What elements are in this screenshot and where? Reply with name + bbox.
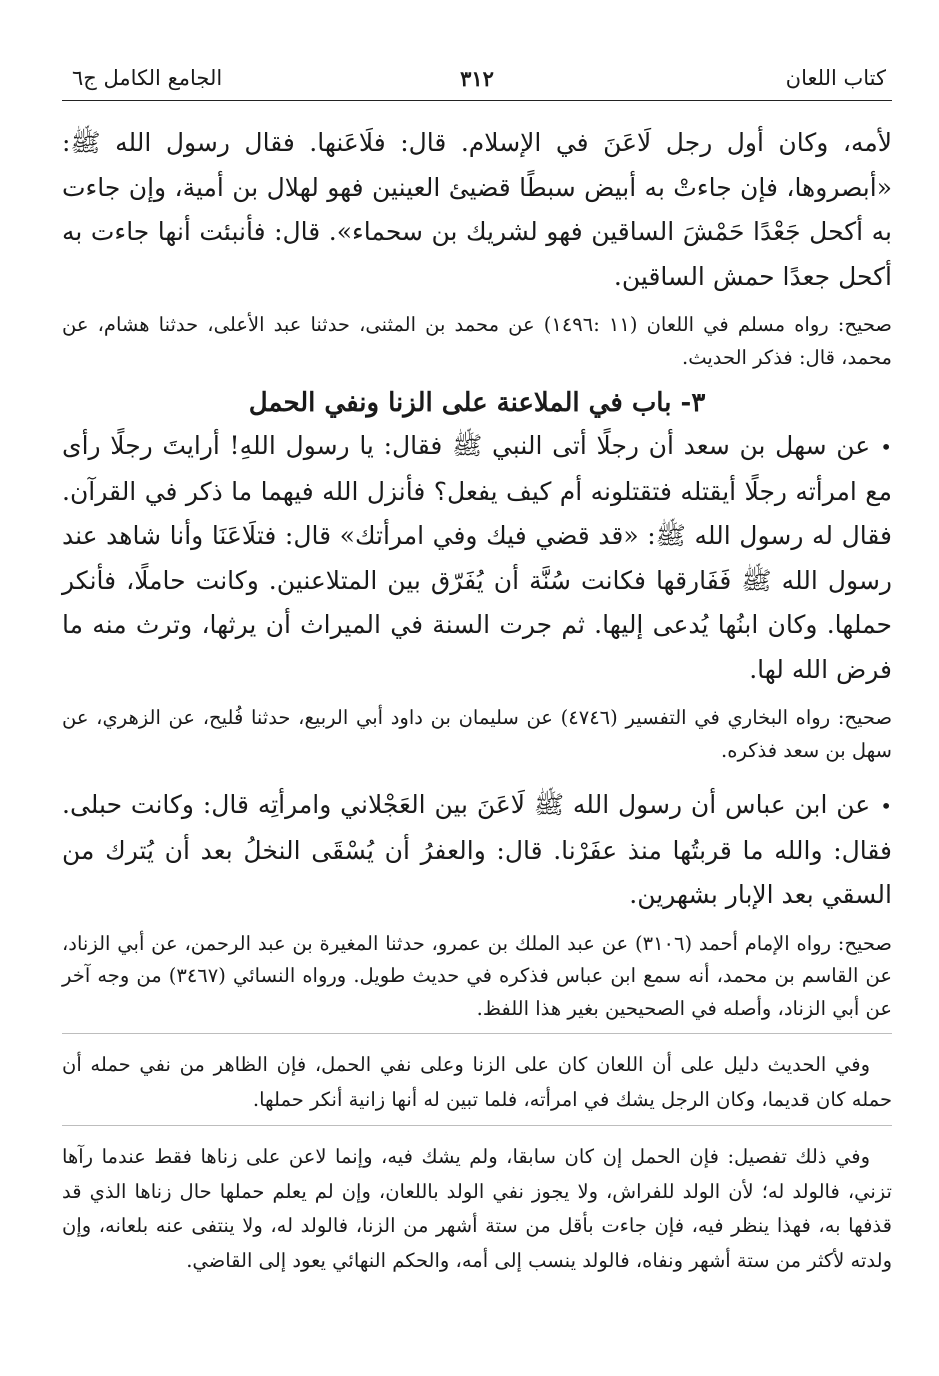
chapter-heading: ٣- باب في الملاعنة على الزنا ونفي الحمل [248,388,706,418]
hadith-continuation-paragraph: لأمه، وكان أول رجل لَاعَنَ في الإسلام. قال: فلَاعَنها. فقال رسول الله ﷺ: «أبصروها، فإن جاءتْ به أبيض سبطًا قضيئ العينين فهو لهلال بن أمية، وإن جاءت به أكحل جَعْدًا حَمْشَ الساقين فهو لشريك بن سحماء». قال: فأنبئت أنها جاءت به أكحل جعدًا حمش الساقين. [62,128,892,291]
book-title: كتاب اللعان [785,66,886,90]
commentary-paragraph: وفي الحديث دليل على أن اللعان كان على الزنا وعلى نفي الحمل، فإن الظاهر من نفي حمله أن حمله كان قديما، وكان الرجل يشك في امرأته، فلما تبين له أنها زانية أنكر حملها. [62,1053,892,1111]
hadith-text: عن سهل بن سعد أن رجلًا أتى النبي ﷺ فقال: يا رسول اللهِ! أرايتَ رجلًا رأى مع امرأته رجلًا أيقتله فتقتلونه أم كيف يفعل؟ فأنزل الله فيهما ما ذكر في القرآن. فقال له رسول الله ﷺ: «قد قضي فيك وفي امرأتك» قال: فتلَاعَنَا وأنا شاهد عند رسول الله ﷺ فَفَارقها فكانت سُنَّة أن يُفَرّق بين المتلاعنين. وكانت حاملًا، فأنكر حملها. وكان ابنُها يُدعى إليها. ثم جرت السنة في الميراث أن يرثها، وترث منه ما فرض الله لها. [62,431,892,684]
volume-title: الجامع الكامل ج٦ [72,66,223,90]
divider [62,1033,892,1034]
hadith-paragraph [62,424,892,692]
book-page [62,60,892,1278]
running-header [62,60,892,101]
divider [62,1125,892,1126]
hadith-source-note: صحيح: رواه مسلم في اللعان (١١ :١٤٩٦) عن محمد بن المثنى، حدثنا عبد الأعلى، حدثنا هشام، عن محمد، قال: فذكر الحديث. [62,313,892,369]
hadith-source-note: صحيح: رواه البخاري في التفسير (٤٧٤٦) عن سليمان بن داود أبي الربيع، حدثنا فُليح، عن الزهري، عن سهل بن سعد فذكره. [62,706,893,762]
hadith-text: عن ابن عباس أن رسول الله ﷺ لَاعَنَ بين العَجْلاني وامرأتِه قال: وكانت حبلى. فقال: والله ما قربتُها منذ عفَرْنا. قال: والعفرُ أن يُسْقَى النخلُ بعد أن يُترك من السقي بعد الإبار بشهرين. [62,790,892,909]
commentary-paragraph: وفي ذلك تفصيل: فإن الحمل إن كان سابقا، ولم يشك فيه، وإنما لاعن على زناها فقط عندما رآها تزني، فالولد له؛ لأن الولد للفراش، ولا يجوز نفي الولد باللعان، وإن لم يعلم حملها حال زناها الذي قد قذفها به، فهذا ينظر فيه، فإن جاءت بأقل من ستة أشهر من الزنا، فالولد له، ولا ينتفى عنه بلعانه، وإن ولدته لأكثر من ستة أشهر ونفاه، فالولد ينسب إلى أمه، والحكم النهائي يعود إلى القاضي. [62,1145,892,1272]
hadith-paragraph [62,783,892,918]
bullet-icon: • [880,435,892,459]
bullet-icon: • [880,794,892,818]
page-number: ٣١٢ [460,66,494,91]
hadith-source-note: صحيح: رواه الإمام أحمد (٣١٠٦) عن عبد الملك بن عمرو، حدثنا المغيرة بن عبد الرحمن، عن أبي الزناد، عن القاسم بن محمد، أنه سمع ابن عباس فذكره في حديث طويل. ورواه النسائي (٣٤٦٧) من وجه آخر عن أبي الزناد، وأصله في الصحيحين بغير هذا اللفظ. [62,931,892,1020]
